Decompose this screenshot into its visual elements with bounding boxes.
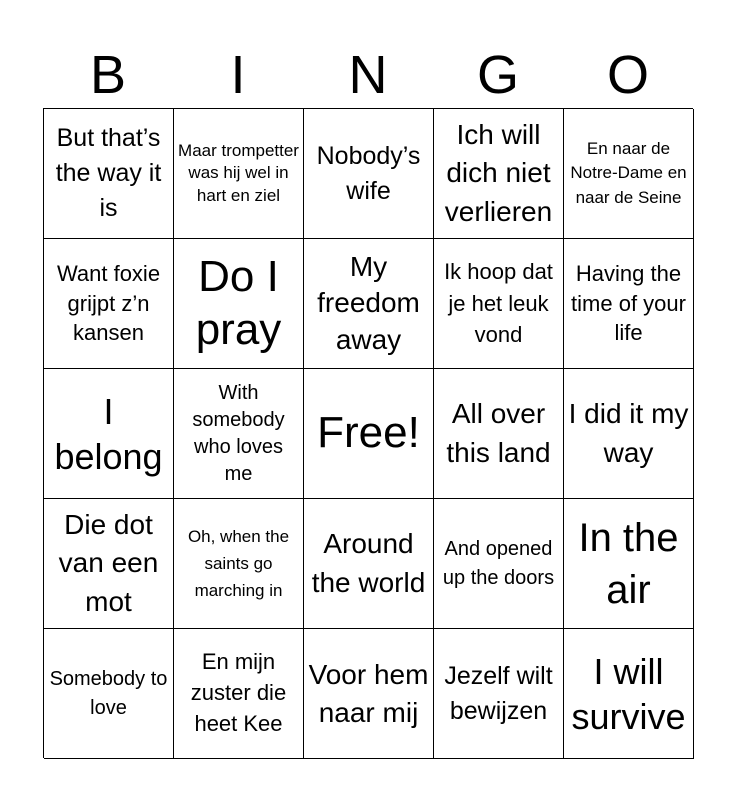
bingo-cell[interactable] [434, 629, 564, 759]
cell-text: Nobody’s wife [316, 141, 421, 205]
bingo-board [43, 108, 693, 758]
header-letter-n: N [348, 45, 388, 105]
bingo-cell[interactable] [174, 239, 304, 369]
cell-text: But that’s the way it is [55, 124, 162, 222]
bingo-cell[interactable] [564, 109, 694, 239]
bingo-cell[interactable] [304, 499, 434, 629]
header-letter-b: B [89, 45, 127, 105]
bingo-cell[interactable] [434, 499, 564, 629]
cell-text: Ich will dich niet verlieren [444, 118, 553, 227]
cell-text: Do I pray [195, 251, 282, 354]
bingo-cell[interactable] [564, 499, 694, 629]
bingo-cell[interactable] [434, 239, 564, 369]
cell-text: I belong [54, 390, 163, 477]
cell-text: Having the time of your life [571, 260, 686, 346]
bingo-cell[interactable] [174, 109, 304, 239]
bingo-cell[interactable] [44, 629, 174, 759]
bingo-cell[interactable] [434, 369, 564, 499]
cell-text: Die dot van een mot [58, 508, 159, 617]
cell-text: With somebody who loves me [192, 381, 285, 485]
cell-text: I will survive [571, 650, 686, 737]
bingo-cell[interactable] [44, 109, 174, 239]
cell-text: My freedom away [317, 250, 420, 355]
bingo-cell[interactable] [564, 369, 694, 499]
cell-text: Around the world [311, 527, 426, 598]
bingo-cell[interactable] [44, 239, 174, 369]
bingo-cell[interactable] [564, 629, 694, 759]
cell-text: Ik hoop dat je het leuk vond [444, 258, 553, 348]
cell-text: And opened up the doors [442, 537, 555, 589]
cell-text: Voor hem naar mij [308, 658, 429, 728]
cell-text: In the air [578, 515, 679, 612]
header-letter-o: O [606, 45, 649, 105]
bingo-cell[interactable] [174, 369, 304, 499]
header-letter-g: G [476, 45, 519, 105]
cell-text: Jezelf wilt bewijzen [444, 661, 553, 725]
bingo-cell[interactable] [434, 109, 564, 239]
bingo-cell[interactable] [304, 239, 434, 369]
bingo-cell[interactable] [174, 629, 304, 759]
cell-text: All over this land [446, 397, 551, 468]
bingo-header [43, 42, 693, 108]
header-letter-i: I [230, 45, 246, 105]
cell-text: Maar trompetter was hij wel in hart en ziel [178, 141, 299, 205]
cell-text: En naar de Notre-Dame en naar de Seine [570, 138, 687, 207]
cell-text: En mijn zuster die heet Kee [190, 649, 287, 736]
bingo-cell[interactable] [304, 109, 434, 239]
bingo-cell[interactable] [44, 369, 174, 499]
bingo-cell[interactable] [304, 629, 434, 759]
cell-text: Somebody to love [49, 667, 168, 719]
cell-text: I did it my way [568, 397, 689, 468]
bingo-cell[interactable] [44, 499, 174, 629]
cell-text: Want foxie grijpt z’n kansen [56, 260, 161, 346]
bingo-cell[interactable] [174, 499, 304, 629]
cell-text: Oh, when the saints go marching in [187, 526, 290, 601]
cell-text: Free! [317, 408, 420, 458]
bingo-cell[interactable] [564, 239, 694, 369]
bingo-cell[interactable] [304, 369, 434, 499]
